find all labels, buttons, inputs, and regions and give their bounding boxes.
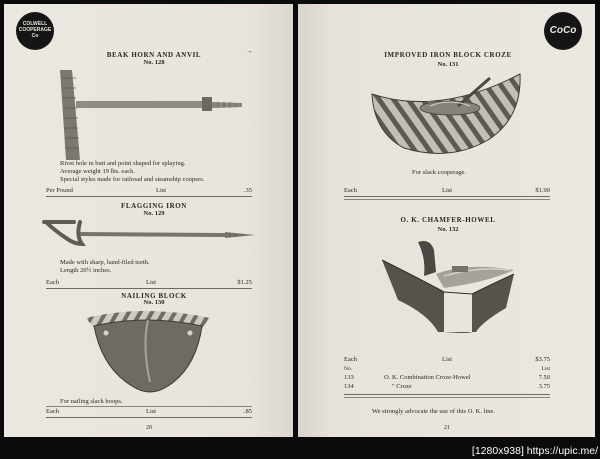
nailing-block-illustration — [84, 306, 224, 406]
nailing-block-price: .85 — [243, 408, 252, 415]
item-price: 7.50 — [538, 374, 550, 381]
flagging-iron-unit: Each — [46, 279, 59, 286]
beak-horn-anvil-illustration — [54, 68, 254, 168]
coco-logo-text: CoCo — [549, 25, 577, 36]
croze-title: IMPROVED IRON BLOCK CROZE — [384, 51, 512, 59]
chamfer-rule-2 — [344, 397, 550, 398]
flagging-iron-illustration — [40, 214, 260, 264]
nailing-block-title: NAILING BLOCK — [121, 292, 187, 300]
nailing-block-number: No. 130 — [143, 299, 165, 306]
chamfer-rule — [344, 394, 550, 395]
advocacy-note: We strongly advocate the use of this O. K. line. — [372, 408, 495, 415]
watermark-text: [1280x938] https://upic.me/ — [471, 445, 598, 457]
beak-horn-price: .35 — [243, 187, 252, 194]
badge-line-2: COOPERAGE — [18, 27, 52, 33]
croze-price-row — [344, 187, 550, 196]
colwell-cooperage-badge — [16, 12, 54, 50]
flagging-iron-title: FLAGGING IRON — [121, 202, 187, 210]
item-number: 133 — [344, 374, 354, 381]
page-arrow: → — [246, 48, 253, 55]
flagging-iron-price-row — [46, 279, 252, 288]
croze-number: No. 131 — [437, 61, 459, 68]
chamfer-howel-unit: Each — [344, 356, 357, 363]
flagging-iron-list-label: List — [146, 279, 157, 286]
chamfer-howel-number: No. 132 — [437, 226, 459, 233]
beak-horn-number: No. 128 — [143, 59, 165, 66]
beak-horn-unit: Per Pound — [46, 187, 73, 194]
page-number-right: 21 — [444, 425, 450, 431]
nailing-block-desc-1: For nailing slack hoops. — [60, 398, 123, 405]
nailing-block-list-label: List — [146, 408, 157, 415]
beak-horn-title: BEAK HORN AND ANVIL — [106, 51, 202, 59]
chamfer-howel-price: $3.75 — [535, 356, 550, 363]
flagging-iron-price: $1.25 — [237, 279, 252, 286]
page-number-left: 20 — [146, 425, 152, 431]
item-number: 134 — [344, 383, 354, 390]
chamfer-item-row — [344, 374, 550, 383]
beak-horn-desc-2: Average weight 19 lbs. each. — [60, 168, 135, 175]
badge-line-1: COLWELL — [22, 21, 48, 27]
item-name: " Croze — [392, 383, 412, 390]
croze-unit: Each — [344, 187, 357, 194]
croze-rule-2 — [344, 199, 550, 200]
flagging-iron-number: No. 129 — [143, 210, 165, 217]
croze-desc-1: For slack cooperage. — [412, 169, 466, 176]
croze-price: $1.90 — [535, 187, 550, 194]
croze-list-label: List — [442, 187, 453, 194]
badge-line-3: Co — [31, 33, 39, 39]
flagging-iron-desc-1: Made with sharp, hand-filed teeth. — [60, 259, 150, 266]
item-name: O. K. Combination Croze-Howel — [384, 374, 471, 381]
flagging-iron-desc-2: Length 20½ inches. — [60, 267, 112, 274]
iron-block-croze-illustration — [370, 70, 530, 170]
left-catalog-page — [4, 4, 293, 437]
nailing-block-unit: Each — [46, 408, 59, 415]
beak-horn-desc-3: Special styles made for railroad and steamship coopers. — [60, 176, 205, 183]
flagging-iron-rule — [46, 288, 252, 289]
chamfer-howel-title: O. K. CHAMFER-HOWEL — [400, 216, 496, 224]
beak-horn-price-row — [46, 187, 252, 196]
beak-horn-desc-1: Rivet hole in butt and point shaped for splaying. — [60, 160, 186, 167]
nailing-block-price-row — [46, 408, 252, 417]
item-price: 3.75 — [538, 383, 550, 390]
croze-rule — [344, 196, 550, 197]
coco-logo-badge — [544, 12, 582, 50]
column-header-list: List — [541, 366, 550, 372]
chamfer-howel-illustration — [378, 236, 528, 336]
chamfer-howel-price-row — [344, 356, 550, 365]
column-header-no: No. — [344, 366, 353, 372]
beak-horn-list-label: List — [156, 187, 167, 194]
chamfer-item-row — [344, 383, 550, 392]
right-catalog-page — [298, 4, 595, 437]
chamfer-howel-list-label: List — [442, 356, 453, 363]
beak-horn-rule — [46, 196, 252, 197]
nailing-block-rule-top — [46, 406, 252, 407]
nailing-block-rule — [46, 417, 252, 418]
